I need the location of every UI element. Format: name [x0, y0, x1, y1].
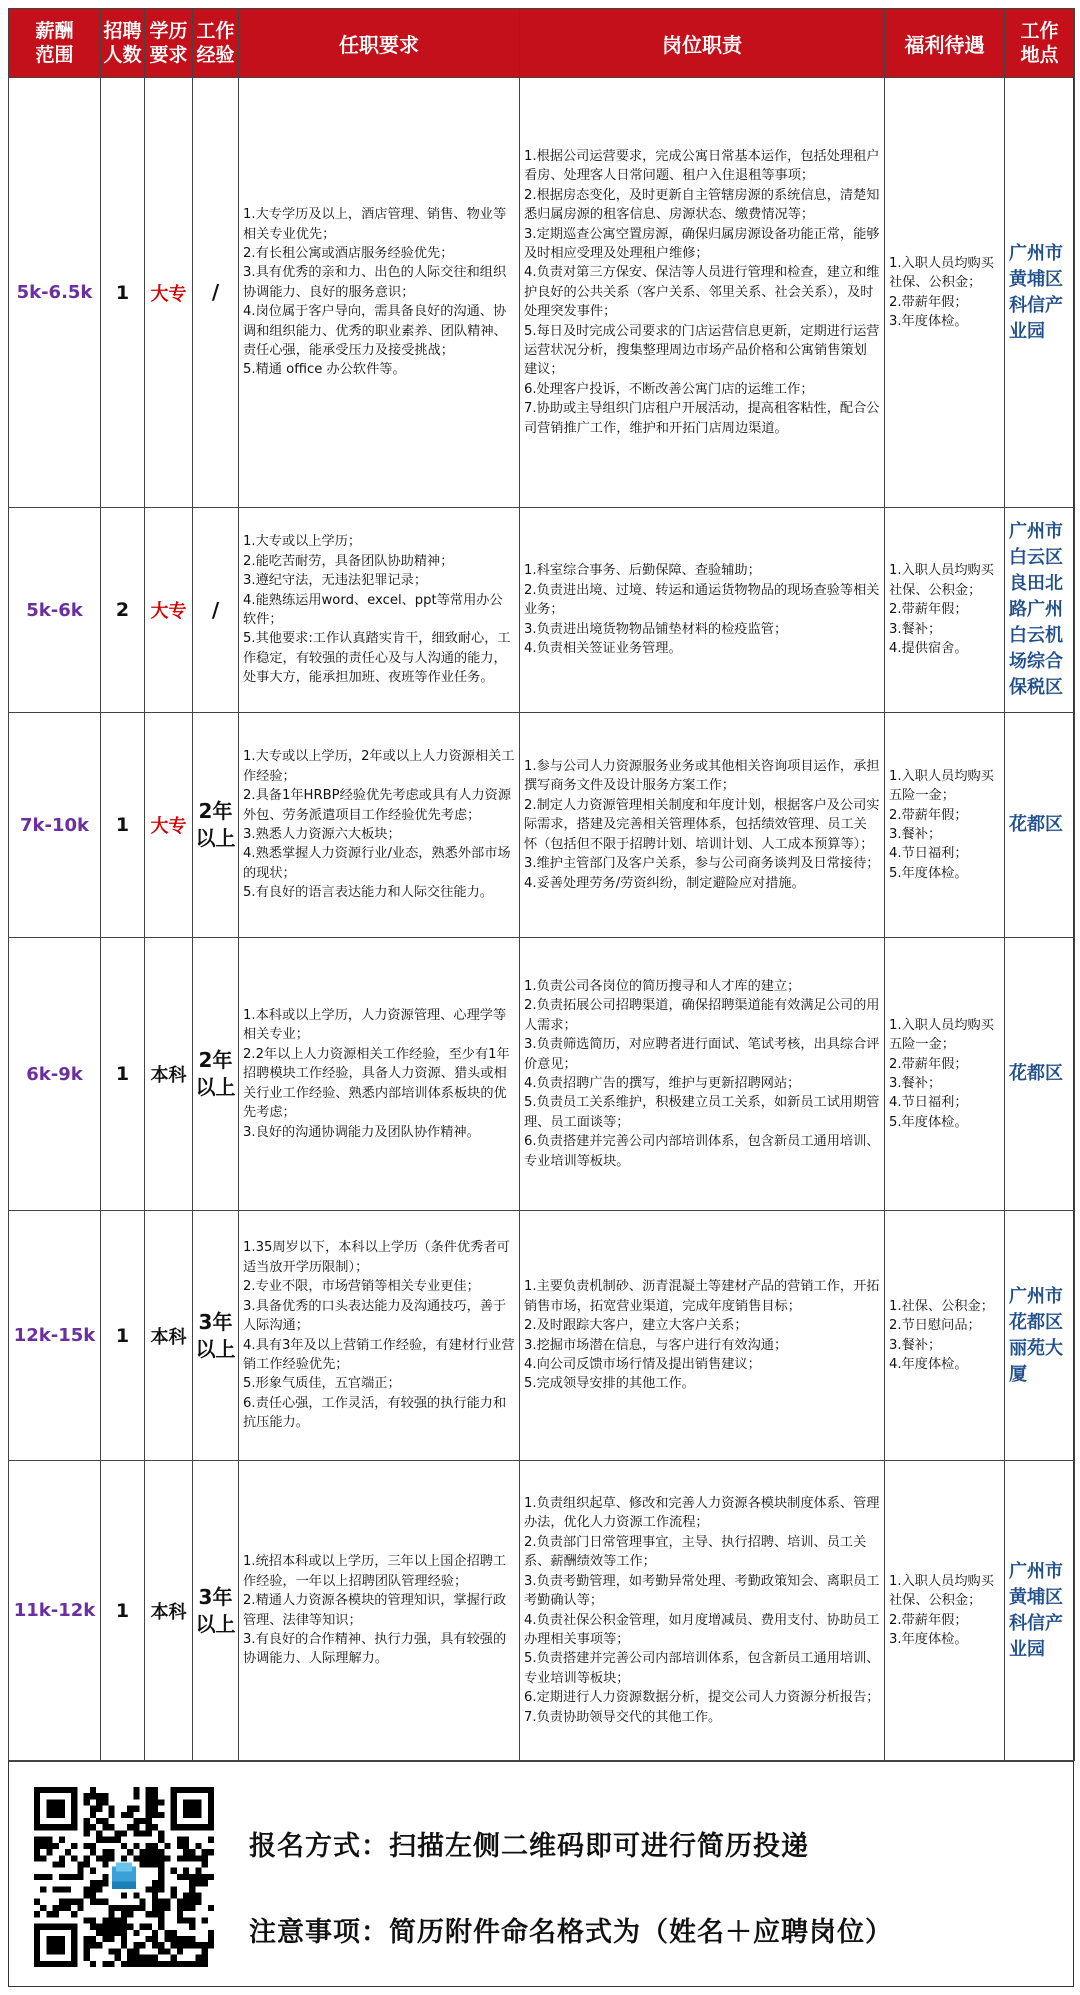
duties-item: 1.科室综合事务、后勤保障、查验辅助；: [524, 563, 761, 579]
location-cell: [1005, 1461, 1075, 1761]
location-line: 花都区: [1009, 814, 1063, 835]
salary-cell: 5k-6k: [9, 508, 101, 713]
benefits-cell: [885, 1461, 1005, 1761]
benefits-cell: [885, 938, 1005, 1211]
duties-item: 6.负责搭建并完善公司内部培训体系，包含新员工通用培训、专业培训等板块。: [524, 1134, 880, 1169]
duties-item: 2.制定人力资源管理相关制度和年度计划，根据客户及公司实际需求，搭建及完善相关管理体系，包括绩效管理、员工关怀（包括但不限于招聘计划、培训计划、人工成本预算等）；: [524, 797, 880, 852]
requirements-item: 1.35周岁以下，本科以上学历（条件优秀者可适当放开学历限制）；: [243, 1240, 510, 1275]
apply-method-text: 报名方式：扫描左侧二维码即可进行简历投递: [249, 1831, 809, 1862]
requirements-cell: [239, 78, 520, 508]
duties-item: 6.定期进行人力资源数据分析，提交公司人力资源分析报告；: [524, 1690, 880, 1706]
duties-item: 4.负责社保公积金管理，如月度增减员、费用支付、协助员工办理相关事项等；: [524, 1612, 880, 1647]
duties-item: 7.负责协助领导交代的其他工作。: [524, 1709, 722, 1725]
duties-item: 3.负责筛选简历，对应聘者进行面试、笔试考核，出具综合评价意见；: [524, 1037, 880, 1072]
table-row: [9, 938, 1075, 1211]
requirements-item: 1.大专学历及以上，酒店管理、销售、物业等相关专业优先；: [243, 207, 507, 242]
notice-text: 注意事项：简历附件命名格式为（姓名＋应聘岗位）: [249, 1917, 893, 1948]
benefits-item: 3.餐补；: [889, 621, 942, 637]
qr-code-icon[interactable]: [34, 1787, 214, 1967]
requirements-item: 1.大专或以上学历；: [243, 534, 362, 550]
location-cell: [1005, 78, 1075, 508]
benefits-item: 2.带薪年假；: [889, 1612, 968, 1628]
benefits-item: 4.节日福利；: [889, 1095, 968, 1111]
duties-cell: [520, 713, 885, 938]
education-cell: 本科: [145, 1461, 193, 1761]
location-line: 广州市: [1009, 242, 1063, 264]
duties-cell: [520, 1461, 885, 1761]
job-table: [8, 8, 1075, 1761]
requirements-item: 3.遵纪守法，无违法犯罪记录；: [243, 573, 428, 589]
salary-cell: 12k-15k: [9, 1211, 101, 1461]
requirements-item: 6.责任心强，工作灵活，有较强的执行能力和抗压能力。: [243, 1395, 507, 1431]
location-line: 黄埔区: [1009, 268, 1063, 290]
duties-item: 1.参与公司人力资源服务业务或其他相关咨询项目运作，承担撰写商务文件及设计服务方案工作；: [524, 759, 880, 794]
header-education: 学历 要求: [145, 9, 193, 78]
duties-cell: [520, 508, 885, 713]
requirements-item: 5.形象气质佳，五官端正；: [243, 1376, 401, 1392]
footer: [9, 1761, 1073, 1988]
experience-cell: 3年 以上: [193, 1211, 239, 1461]
table-header: [9, 9, 1075, 78]
location-line: 场综合: [1009, 651, 1063, 672]
education-cell: 本科: [145, 1211, 193, 1461]
location-cell: [1005, 1211, 1075, 1461]
requirements-item: 4.岗位属于客户导向，需具备良好的沟通、协调和组织能力、优秀的职业素养、团队精神、责任心强，能承受压力及接受挑战；: [243, 304, 507, 359]
requirements-item: 4.具有3年及以上营销工作经验，有建材行业营销工作经验优先；: [243, 1337, 515, 1372]
salary-cell: 6k-9k: [9, 938, 101, 1211]
header-salary: 薪酬 范围: [9, 9, 101, 78]
location-line: 广州市: [1009, 1285, 1063, 1307]
location-line: 白云机: [1009, 625, 1063, 646]
experience-cell: 2年 以上: [193, 713, 239, 938]
benefits-item: 2.带薪年假；: [889, 807, 968, 823]
duties-item: 4.负责相关签证业务管理。: [524, 641, 682, 657]
requirements-cell: [239, 1211, 520, 1461]
requirements-item: 5.其他要求:工作认真踏实肯干，细致耐心，工作稳定，有较强的责任心及与人沟通的能力，处事大方，能承担加班、夜班等作业任务。: [243, 631, 511, 686]
table-row: [9, 1211, 1075, 1461]
benefits-item: 2.节日慰问品；: [889, 1318, 981, 1334]
education-cell: 大专: [145, 713, 193, 938]
requirements-item: 2.具备1年HRBP经验优先考虑或具有人力资源外包、劳务派遣项目工作经验优先考虑；: [243, 788, 512, 823]
location-line: 路广州: [1009, 599, 1063, 620]
header-experience: 工作 经验: [193, 9, 239, 78]
location-line: 科信产: [1009, 294, 1063, 316]
requirements-item: 3.良好的沟通协调能力及团队协作精神。: [243, 1124, 480, 1140]
headcount-cell: 1: [101, 1211, 145, 1461]
benefits-item: 5.年度体检。: [889, 865, 968, 881]
duties-item: 1.负责公司各岗位的简历搜寻和人才库的建立；: [524, 978, 801, 994]
duties-item: 2.负责部门日常管理事宜，主导、执行招聘、培训、员工关系、薪酬绩效等工作；: [524, 1534, 867, 1570]
location-line: 花都区: [1009, 1063, 1063, 1084]
benefits-item: 3.餐补；: [889, 1076, 942, 1091]
experience-cell: 3年 以上: [193, 1461, 239, 1761]
headcount-cell: 1: [101, 713, 145, 938]
duties-item: 4.负责对第三方保安、保洁等人员进行管理和检查，建立和维护良好的公共关系（客户关系、邻里关系、社会关系），及时处理突发事件；: [524, 265, 880, 320]
duties-item: 3.负责进出境货物物品铺垫材料的检疫监管；: [524, 621, 788, 637]
location-line: 良田北: [1009, 573, 1063, 594]
duties-item: 1.根据公司运营要求，完成公寓日常基本运作，包括处理租户看房、处理客人日常问题、租户入住退租等事项；: [524, 148, 880, 184]
location-line: 厦: [1009, 1363, 1027, 1385]
header-requirements: 任职要求: [239, 9, 520, 78]
education-cell: 大专: [145, 78, 193, 508]
benefits-item: 2.带薪年假；: [889, 294, 968, 310]
benefits-item: 2.带薪年假；: [889, 602, 968, 618]
location-line: 白云区: [1009, 547, 1063, 568]
benefits-item: 5.年度体检。: [889, 1114, 968, 1130]
requirements-cell: [239, 713, 520, 938]
benefits-item: 3.年度体检。: [889, 313, 968, 329]
location-cell: [1005, 508, 1075, 713]
location-line: 科信产: [1009, 1612, 1063, 1634]
duties-item: 4.负责招聘广告的撰写，维护与更新招聘网站；: [524, 1076, 801, 1091]
duties-item: 2.负责进出境、过境、转运和通运货物物品的现场查验等相关业务；: [524, 582, 880, 618]
benefits-item: 1.入职人员均购买社保、公积金；: [889, 563, 994, 598]
benefits-item: 4.提供宿舍。: [889, 641, 968, 657]
location-line: 广州市: [1009, 521, 1063, 542]
duties-cell: [520, 938, 885, 1211]
table-row: [9, 1461, 1075, 1761]
duties-item: 2.根据房态变化，及时更新自主管辖房源的系统信息，清楚知悉归属房源的租客信息、房源状态、缴费情况等；: [524, 187, 880, 223]
benefits-item: 1.入职人员均购买社保、公积金；: [889, 1573, 994, 1609]
benefits-cell: [885, 508, 1005, 713]
duties-item: 3.定期巡查公寓空置房源，确保归属房源设备功能正常，能够及时相应受理及处理租户维修；: [524, 226, 880, 261]
benefits-item: 3.年度体检。: [889, 1631, 968, 1647]
location-line: 保税区: [1009, 677, 1063, 698]
duties-item: 4.向公司反馈市场行情及提出销售建议；: [524, 1356, 761, 1372]
requirements-item: 3.具备优秀的口头表达能力及沟通技巧，善于人际沟通；: [243, 1298, 507, 1334]
requirements-item: 5.有良好的语言表达能力和人际交往能力。: [243, 885, 493, 901]
location-line: 丽苑大: [1009, 1337, 1063, 1359]
header-count: 招聘 人数: [101, 9, 145, 78]
benefits-cell: [885, 713, 1005, 938]
header-duties: 岗位职责: [520, 9, 885, 78]
benefits-item: 1.社保、公积金；: [889, 1298, 994, 1314]
benefits-item: 3.餐补；: [889, 1337, 942, 1353]
requirements-item: 2.2年以上人力资源相关工作经验，至少有1年招聘模块工作经验，具备人力资源、猎头或相关行业工作经验、熟悉内部培训体系板块的优先考虑；: [243, 1046, 510, 1121]
requirements-item: 2.能吃苦耐劳，具备团队协助精神；: [243, 553, 454, 569]
duties-item: 3.负责考勤管理，如考勤异常处理、考勤政策知会、离职员工考勤确认等；: [524, 1573, 880, 1609]
location-line: 业园: [1009, 1638, 1045, 1660]
location-line: 广州市: [1009, 1560, 1063, 1582]
requirements-item: 3.具有优秀的亲和力、出色的人际交往和组织协调能力、良好的服务意识；: [243, 265, 507, 300]
duties-item: 5.负责搭建并完善公司内部培训体系，包含新员工通用培训、专业培训等板块；: [524, 1651, 880, 1686]
requirements-cell: [239, 1461, 520, 1761]
requirements-item: 3.熟悉人力资源六大板块；: [243, 827, 401, 842]
benefits-item: 4.节日福利；: [889, 846, 968, 862]
salary-cell: 11k-12k: [9, 1461, 101, 1761]
education-cell: 本科: [145, 938, 193, 1211]
requirements-item: 4.熟悉掌握人力资源行业/业态，熟悉外部市场的现状；: [243, 846, 511, 881]
headcount-cell: 2: [101, 508, 145, 713]
benefits-item: 1.入职人员均购买社保、公积金；: [889, 255, 994, 291]
table-row: [9, 508, 1075, 713]
requirements-item: 5.精通 office 办公软件等。: [243, 362, 406, 378]
duties-item: 5.每日及时完成公司要求的门店运营信息更新，定期进行运营运营状况分析，搜集整理周边市场产品价格和公寓销售策划建议；: [524, 323, 880, 378]
duties-item: 5.负责员工关系维护，积极建立员工关系，如新员工试用期管理、员工面谈等；: [524, 1095, 880, 1130]
salary-cell: 7k-10k: [9, 713, 101, 938]
duties-item: 1.负责组织起草、修改和完善人力资源各模块制度体系、管理办法，优化人力资源工作流程；: [524, 1496, 880, 1531]
requirements-item: 2.有长租公寓或酒店服务经验优先；: [243, 245, 454, 261]
location-line: 黄埔区: [1009, 1586, 1063, 1608]
table-row: [9, 78, 1075, 508]
location-line: 花都区: [1009, 1311, 1063, 1333]
duties-item: 1.主要负责机制砂、沥青混凝土等建材产品的营销工作，开拓销售市场，拓宽营业渠道，完成年度销售目标；: [524, 1279, 880, 1314]
duties-item: 3.挖掘市场潜在信息，与客户进行有效沟通；: [524, 1337, 788, 1353]
benefits-cell: [885, 78, 1005, 508]
benefits-item: 4.年度体检。: [889, 1356, 968, 1372]
education-cell: 大专: [145, 508, 193, 713]
duties-item: 2.负责拓展公司招聘渠道，确保招聘渠道能有效满足公司的用人需求；: [524, 998, 880, 1033]
table-body: [9, 78, 1075, 1761]
duties-item: 4.妥善处理劳务/劳资纠纷，制定避险应对措施。: [524, 875, 805, 891]
salary-cell: 5k-6.5k: [9, 78, 101, 508]
headcount-cell: 1: [101, 938, 145, 1211]
experience-cell: /: [193, 78, 239, 508]
location-cell: [1005, 713, 1075, 938]
duties-cell: [520, 1211, 885, 1461]
recruitment-sheet: [8, 8, 1074, 1987]
requirements-item: 1.本科或以上学历，人力资源管理、心理学等相关专业；: [243, 1008, 507, 1043]
duties-item: 3.维护主管部门及客户关系，参与公司商务谈判及日常接待；: [524, 856, 880, 872]
requirements-item: 3.有良好的合作精神、执行力强，具有较强的协调能力、人际理解力。: [243, 1631, 507, 1667]
duties-item: 6.处理客户投诉，不断改善公寓门店的运维工作；: [524, 381, 814, 397]
table-row: [9, 713, 1075, 938]
experience-cell: 2年 以上: [193, 938, 239, 1211]
header-location: 工作 地点: [1005, 9, 1075, 78]
location-line: 业园: [1009, 320, 1045, 342]
requirements-item: 1.统招本科或以上学历，三年以上国企招聘工作经验，一年以上招聘团队管理经验；: [243, 1554, 507, 1589]
header-benefits: 福利待遇: [885, 9, 1005, 78]
requirements-item: 2.专业不限，市场营销等相关专业更佳；: [243, 1279, 480, 1295]
duties-cell: [520, 78, 885, 508]
benefits-cell: [885, 1211, 1005, 1461]
duties-item: 7.协助或主导组织门店租户开展活动，提高租客粘性，配合公司营销推广工作，维护和开拓门店周边渠道。: [524, 401, 880, 436]
requirements-cell: [239, 508, 520, 713]
location-cell: [1005, 938, 1075, 1211]
requirements-item: 1.大专或以上学历，2年或以上人力资源相关工作经验；: [243, 749, 515, 784]
headcount-cell: 1: [101, 78, 145, 508]
experience-cell: /: [193, 508, 239, 713]
duties-item: 5.完成领导安排的其他工作。: [524, 1376, 695, 1392]
benefits-item: 1.入职人员均购买五险一金；: [889, 768, 994, 804]
benefits-item: 1.入职人员均购买五险一金；: [889, 1017, 994, 1053]
requirements-item: 2.精通人力资源各模块的管理知识，掌握行政管理、法律等知识；: [243, 1593, 507, 1628]
requirements-item: 4.能熟练运用word、excel、ppt等常用办公软件；: [243, 592, 503, 627]
benefits-item: 3.餐补；: [889, 827, 942, 842]
benefits-item: 2.带薪年假；: [889, 1056, 968, 1072]
duties-item: 2.及时跟踪大客户，建立大客户关系；: [524, 1318, 748, 1334]
requirements-cell: [239, 938, 520, 1211]
headcount-cell: 1: [101, 1461, 145, 1761]
